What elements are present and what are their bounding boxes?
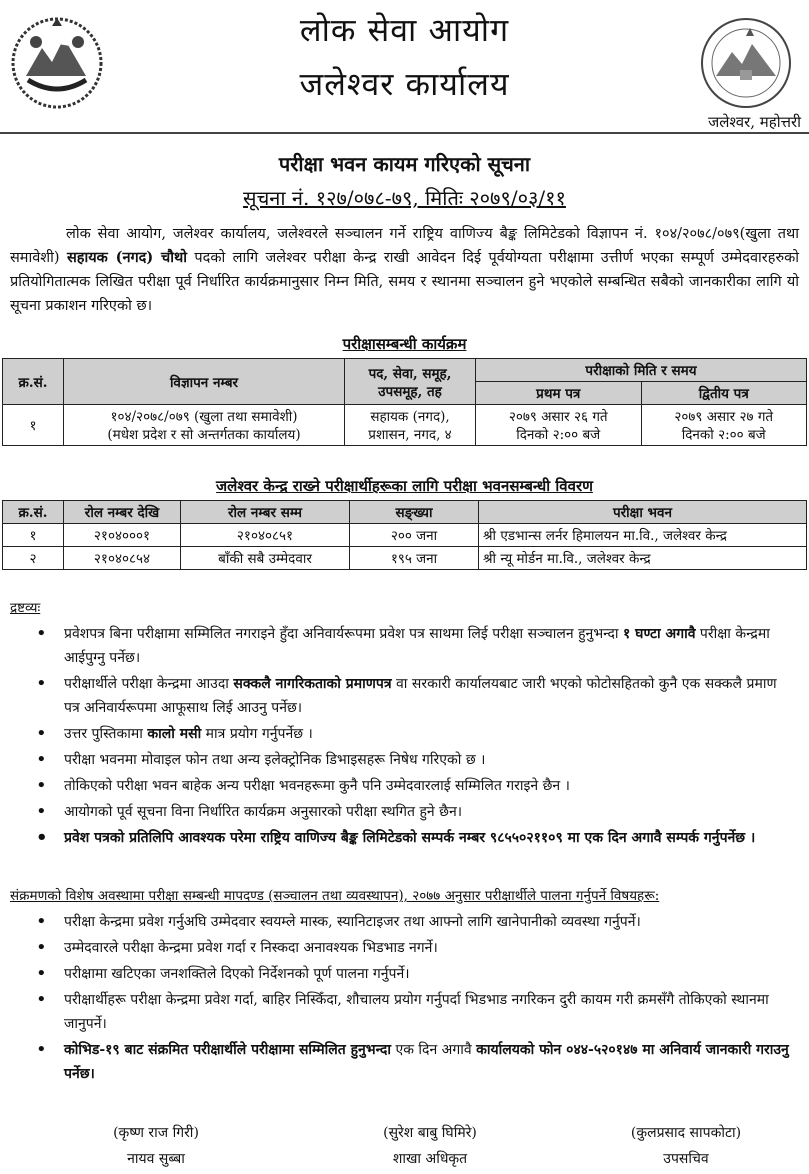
- list-item: • परीक्षा भवनमा मोवाइल फोन तथा अन्य इलेक्ट्रोनिक डिभाइसहरू निषेध गरिएको छ ।: [36, 748, 796, 772]
- note-emphasis: कालो मसी: [147, 726, 202, 742]
- cell-roll-from: २१०४०८५४: [64, 547, 181, 570]
- col-paper2: द्वितीय पत्र: [641, 382, 807, 405]
- office-name: जलेश्वर कार्यालय: [299, 65, 510, 103]
- note-text: परीक्षार्थीले परीक्षा केन्द्रमा आउदा: [64, 676, 234, 692]
- col-date-time: परीक्षाको मिति र समय: [476, 359, 807, 382]
- signatory-name: (कृष्ण राज गिरी): [113, 1125, 199, 1141]
- post-line2: प्रशासन, नगद, ४: [368, 427, 452, 443]
- list-item: [36, 672, 796, 720]
- list-item: • उम्मेदवारले परीक्षा केन्द्रमा प्रवेश गर्दा र निस्कदा अनावश्यक भिडभाड नगर्ने।: [36, 936, 796, 960]
- list-item: • परीक्षा केन्द्रमा प्रवेश गर्नुअघि उम्मेदवार स्वयम्ले मास्क, स्यानिटाइजर तथा आफ्नो लागि खानेपानीको व्यवस्था गर्नुपर्ने।: [36, 910, 796, 934]
- schedule-table: [2, 358, 807, 446]
- table-row: [3, 547, 807, 570]
- covid-list: [36, 910, 796, 1088]
- cell-sn: १: [3, 524, 64, 547]
- schedule-heading: [0, 334, 809, 354]
- list-item: [36, 622, 796, 670]
- org-name: लोक सेवा आयोग: [299, 11, 510, 49]
- p1-line1: २०७९ असार २६ गते: [508, 409, 608, 425]
- venue-table: [2, 500, 807, 570]
- office-location: जलेश्वर, महोत्तरी: [708, 113, 801, 131]
- covid-text: कोभिड-१९ बाट संक्रमित परीक्षार्थीले परीक्षामा सम्मिलित हुनुभन्दा: [64, 1042, 391, 1058]
- signatory-title: नायव सुब्बा: [127, 1151, 185, 1167]
- col-count: सङ्ख्या: [350, 501, 479, 524]
- covid-text: कार्यालयको फोन ०४४-५२०१४७ मा अनिवार्य जानकारी गराउनु पर्नेछ।: [64, 1042, 789, 1082]
- cell-adv: [64, 405, 345, 446]
- signatory-name: (कुलप्रसाद सापकोटा): [630, 1125, 742, 1141]
- p2-line1: २०७९ असार २७ गते: [674, 409, 774, 425]
- list-item: • तोकिएको परीक्षा भवन बाहेक अन्य परीक्षा भवनहरूमा कुनै पनि उम्मेदवारलाई सम्मिलित गराइने छैन ।: [36, 774, 796, 798]
- adv-line2: (मधेश प्रदेश र सो अन्तर्गतका कार्यालय): [107, 427, 301, 443]
- covid-text: एक दिन अगावै: [391, 1042, 477, 1058]
- signatory-2: [320, 1120, 540, 1172]
- note-text: उत्तर पुस्तिकामा: [64, 726, 148, 742]
- notice-title: परीक्षा भवन कायम गरिएको सूचना: [278, 152, 531, 176]
- venue-heading-text: जलेश्वर केन्द्र राख्ने परीक्षार्थीहरूका लागि परीक्षा भवनसम्बन्धी विवरण: [216, 477, 593, 495]
- cell-count: २०० जना: [350, 524, 479, 547]
- table-row: [3, 405, 807, 446]
- venue-heading: [0, 476, 809, 496]
- col-hall: परीक्षा भवन: [479, 501, 807, 524]
- note-emphasis: १ घण्टा अगावै: [623, 626, 696, 642]
- col-adv: विज्ञापन नम्बर: [64, 359, 345, 405]
- col-sn: क्र.सं.: [3, 359, 64, 405]
- cell-roll-to: बाँकी सबै उम्मेदवार: [181, 547, 350, 570]
- adv-line1: १०४/२०७८/०७९ (खुला तथा समावेशी): [110, 409, 298, 425]
- col-paper1: प्रथम पत्र: [476, 382, 642, 405]
- cell-sn: २: [3, 547, 64, 570]
- signatory-1: [46, 1120, 266, 1172]
- table-row: [3, 524, 807, 547]
- note-text: वा सरकारी कार्यालयबाट जारी भएको फोटोसहितको कुनै एक सक्कलै प्रमाण पत्र अनिवार्यरूपमा आफूसाथ लिई आउनु पर्नेछ।: [64, 676, 777, 716]
- list-item: • प्रवेश पत्रको प्रतिलिपि आवश्यक परेमा राष्ट्रिय वाणिज्य बैङ्क लिमिटेडको सम्पर्क नम्बर ९८५५०२११०९ मा एक दिन अगावै सम्पर्क गर्नुपर्नेछ ।: [36, 826, 796, 850]
- col-roll-to: रोल नम्बर सम्म: [181, 501, 350, 524]
- note-emphasis: सक्कलै नागरिकताको प्रमाणपत्र: [233, 676, 392, 692]
- cell-roll-to: २१०४०८५१: [181, 524, 350, 547]
- intro-paragraph: [10, 222, 799, 318]
- covid-heading: संक्रमणको विशेष अवस्थामा परीक्षा सम्बन्धी मापदण्ड (सञ्चालन तथा व्यवस्थापन), २०७७ अनुसार परीक्षार्थीले पालना गर्नुपर्ने विषयहरू:: [10, 888, 660, 904]
- signatory-3: [576, 1120, 796, 1172]
- list-item: [36, 722, 796, 746]
- notice-subtitle: [0, 184, 809, 211]
- cell-paper1: [476, 405, 642, 446]
- note-text: परीक्षा केन्द्रमा आईपुग्नु पर्नेछ।: [64, 626, 770, 666]
- note-text: प्रवेशपत्र बिना परीक्षामा सम्मिलित नगराइने हुँदा अनिवार्यरूपमा प्रवेश पत्र साथमा लिई परीक्षा सञ्चालन हुनुभन्दा: [64, 626, 624, 642]
- signatory-title: शाखा अधिकृत: [392, 1151, 468, 1167]
- cell-roll-from: २१०४०००१: [64, 524, 181, 547]
- list-item: • परीक्षामा खटिएका जनशक्तिले दिएको निर्देशनको पूर्ण पालना गर्नुपर्ने।: [36, 962, 796, 986]
- header-divider: [0, 132, 809, 134]
- signatory-title: उपसचिव: [663, 1151, 709, 1167]
- list-item: • परीक्षार्थीहरू परीक्षा केन्द्रमा प्रवेश गर्दा, बाहिर निस्किँदा, शौचालय प्रयोग गर्नुपर्दा भिडभाड नगरिकन दुरी कायम गरी क्रमसँगै तोकिएको स्थानमा जानुपर्ने।: [36, 988, 796, 1036]
- schedule-heading-text: परीक्षासम्बन्धी कार्यक्रम: [342, 335, 467, 353]
- cell-sn: १: [3, 405, 64, 446]
- cell-hall: श्री न्यू मोर्डन मा.वि., जलेश्वर केन्द्र: [479, 547, 807, 570]
- notes-heading: द्रष्टव्यः: [10, 600, 41, 616]
- list-item: • आयोगको पूर्व सूचना विना निर्धारित कार्यक्रम अनुसारको परीक्षा स्थगित हुने छैन।: [36, 800, 796, 824]
- intro-post: सहायक (नगद) चौथो: [66, 249, 188, 266]
- cell-count: १९५ जना: [350, 547, 479, 570]
- cell-hall: श्री एडभान्स लर्नर हिमालयन मा.वि., जलेश्वर केन्द्र: [479, 524, 807, 547]
- p1-line2: दिनको २:०० बजे: [516, 427, 601, 443]
- list-item: [36, 1038, 796, 1086]
- notice-number: सूचना नं. १२७/०७८-७९, मितिः २०७९/०३/११: [243, 186, 566, 210]
- intro-text-a: लोक सेवा आयोग, जलेश्वर कार्यालय, जलेश्वरले सञ्चालन गर्ने राष्ट्रिय वाणिज्य बैङ्क लिमिटेडको विज्ञापन नं. १०४/२०७८/०७९(खुला तथा समावेशी): [10, 226, 799, 266]
- cell-paper2: [641, 405, 807, 446]
- note-text: मात्र प्रयोग गर्नुपर्नेछ ।: [201, 726, 313, 742]
- intro-text-c: पदको लागि जलेश्वर परीक्षा केन्द्र राखी आवेदन दिई पूर्वयोग्यता परीक्षामा उत्तीर्ण भएका सम्पूर्ण उम्मेदवारहरुको प्रतियोगितात्मक लिखित परीक्षा पूर्व निर्धारित कार्यक्रमानुसार निम्न मिति, समय र स्थानमा सञ्चालन हुने भएकोले सम्बन्धित सबैको जानकारीका लागि यो सूचना प्रकाशन गरिएको छ।: [10, 250, 800, 314]
- p2-line2: दिनको २:०० बजे: [681, 427, 766, 443]
- col-post: पद, सेवा, समूह, उपसमूह, तह: [345, 359, 476, 405]
- notes-list: [36, 622, 796, 852]
- cell-post: [345, 405, 476, 446]
- col-sn: क्र.सं.: [3, 501, 64, 524]
- signatory-name: (सुरेश बाबु घिमिरे): [383, 1125, 477, 1141]
- col-roll-from: रोल नम्बर देखि: [64, 501, 181, 524]
- post-line1: सहायक (नगद),: [370, 409, 450, 425]
